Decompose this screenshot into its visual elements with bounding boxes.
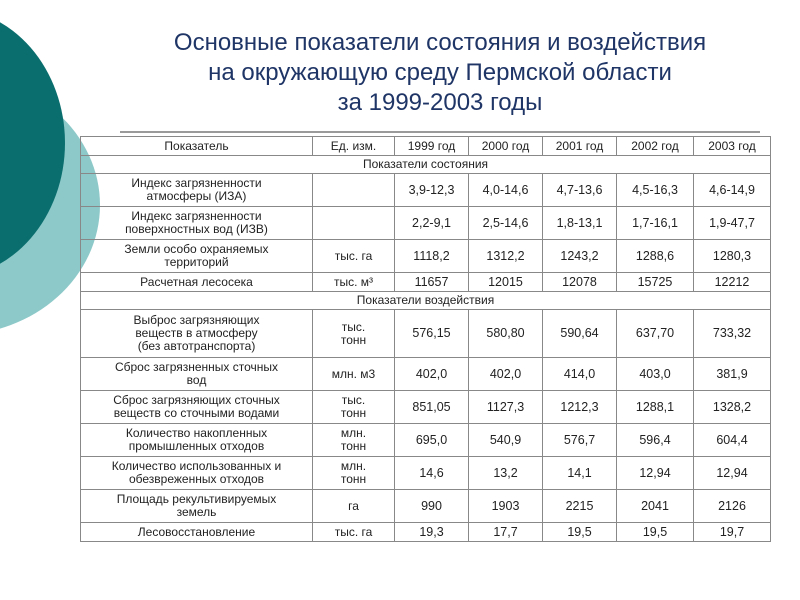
value-cell: 19,5 <box>617 523 694 542</box>
table-row <box>81 310 771 358</box>
value-cell: 576,7 <box>543 424 617 457</box>
unit-line: тыс. м³ <box>333 274 374 289</box>
value-cell: 403,0 <box>617 358 694 391</box>
slide-title <box>120 28 760 118</box>
value-cell: 19,7 <box>694 523 771 542</box>
unit-cell <box>313 391 395 424</box>
indicator-name <box>81 174 313 207</box>
table-row <box>81 424 771 457</box>
unit-cell <box>313 174 395 207</box>
unit-line: тыс. га <box>334 248 373 263</box>
table-row <box>81 358 771 391</box>
indicator-name-line: Количество использованных и <box>111 459 282 473</box>
indicator-name-line: Выброс загрязняющих <box>133 313 260 327</box>
value-cell: 1288,6 <box>617 240 694 273</box>
unit-line: тонн <box>340 472 367 486</box>
unit-line: млн. <box>340 459 367 473</box>
section-label: Показатели состояния <box>81 156 771 174</box>
value-cell: 11657 <box>395 273 469 292</box>
value-cell: 540,9 <box>469 424 543 457</box>
indicator-name-line: Сброс загрязняющих сточных <box>113 393 280 407</box>
indicator-name-line: веществ в атмосферу <box>135 326 258 340</box>
unit-cell <box>313 310 395 358</box>
indicator-name-line: Расчетная лесосека <box>140 274 253 289</box>
indicator-name <box>81 273 313 292</box>
value-cell: 637,70 <box>617 310 694 358</box>
value-cell: 4,6-14,9 <box>694 174 771 207</box>
value-cell: 1288,1 <box>617 391 694 424</box>
value-cell: 596,4 <box>617 424 694 457</box>
indicator-name-line: атмосферы (ИЗА) <box>146 189 247 203</box>
table-row <box>81 457 771 490</box>
header-unit: Ед. изм. <box>313 137 395 156</box>
table-row <box>81 273 771 292</box>
unit-line: тонн <box>340 439 367 453</box>
value-cell: 381,9 <box>694 358 771 391</box>
title-divider <box>120 131 760 133</box>
value-cell: 1,8-13,1 <box>543 207 617 240</box>
unit-cell <box>313 207 395 240</box>
indicator-name-line: промышленных отходов <box>128 439 265 453</box>
value-cell: 2,2-9,1 <box>395 207 469 240</box>
value-cell: 402,0 <box>395 358 469 391</box>
indicator-name-line: вод <box>186 373 207 387</box>
value-cell: 19,3 <box>395 523 469 542</box>
value-cell: 1,7-16,1 <box>617 207 694 240</box>
value-cell: 1212,3 <box>543 391 617 424</box>
indicator-name <box>81 424 313 457</box>
unit-line: млн. м3 <box>331 366 376 381</box>
value-cell: 590,64 <box>543 310 617 358</box>
value-cell: 19,5 <box>543 523 617 542</box>
value-cell: 402,0 <box>469 358 543 391</box>
section-label: Показатели воздействия <box>81 292 771 310</box>
value-cell: 14,6 <box>395 457 469 490</box>
indicator-name-line: Сброс загрязненных сточных <box>114 360 279 374</box>
unit-line: млн. <box>340 426 367 440</box>
value-cell: 733,32 <box>694 310 771 358</box>
value-cell: 4,7-13,6 <box>543 174 617 207</box>
table-row <box>81 523 771 542</box>
indicator-name-line: Количество накопленных <box>125 426 268 440</box>
table-row <box>81 174 771 207</box>
value-cell: 1280,3 <box>694 240 771 273</box>
value-cell: 695,0 <box>395 424 469 457</box>
indicator-name <box>81 457 313 490</box>
indicator-name-line: Площадь рекультивируемых <box>116 492 277 506</box>
value-cell: 12,94 <box>694 457 771 490</box>
header-year-2002: 2002 год <box>617 137 694 156</box>
table-row <box>81 490 771 523</box>
table-header-row <box>81 137 771 156</box>
indicator-name <box>81 240 313 273</box>
indicator-name <box>81 490 313 523</box>
value-cell: 414,0 <box>543 358 617 391</box>
value-cell: 604,4 <box>694 424 771 457</box>
header-year-2003: 2003 год <box>694 137 771 156</box>
unit-cell <box>313 490 395 523</box>
unit-cell <box>313 240 395 273</box>
header-year-2001: 2001 год <box>543 137 617 156</box>
indicator-name <box>81 523 313 542</box>
unit-line: га <box>348 498 359 513</box>
indicator-name-line: Лесовосстановление <box>137 524 256 539</box>
value-cell: 4,5-16,3 <box>617 174 694 207</box>
indicator-name-line: поверхностных вод (ИЗВ) <box>125 222 268 236</box>
unit-line: тыс. <box>341 319 366 334</box>
value-cell: 1118,2 <box>395 240 469 273</box>
unit-cell <box>313 424 395 457</box>
value-cell: 12212 <box>694 273 771 292</box>
title-line-2: на окружающую среду Пермской области <box>208 59 672 86</box>
value-cell: 990 <box>395 490 469 523</box>
indicator-name-line: обезвреженных отходов <box>128 472 265 486</box>
value-cell: 12078 <box>543 273 617 292</box>
value-cell: 15725 <box>617 273 694 292</box>
value-cell: 14,1 <box>543 457 617 490</box>
table-row <box>81 207 771 240</box>
value-cell: 2215 <box>543 490 617 523</box>
unit-line: тонн <box>340 332 367 347</box>
indicator-name <box>81 310 313 358</box>
indicator-name <box>81 391 313 424</box>
unit-line: тыс. <box>341 393 366 407</box>
value-cell: 1328,2 <box>694 391 771 424</box>
indicator-name <box>81 358 313 391</box>
value-cell: 576,15 <box>395 310 469 358</box>
table-row <box>81 240 771 273</box>
value-cell: 1903 <box>469 490 543 523</box>
section-row <box>81 156 771 174</box>
value-cell: 2126 <box>694 490 771 523</box>
value-cell: 580,80 <box>469 310 543 358</box>
indicators-table <box>80 136 771 542</box>
value-cell: 4,0-14,6 <box>469 174 543 207</box>
indicator-name-line: территорий <box>164 255 229 269</box>
header-year-2000: 2000 год <box>469 137 543 156</box>
unit-cell <box>313 523 395 542</box>
value-cell: 3,9-12,3 <box>395 174 469 207</box>
unit-line: тонн <box>340 406 367 420</box>
indicator-name-line: Земли особо охраняемых <box>124 242 269 256</box>
value-cell: 13,2 <box>469 457 543 490</box>
indicator-name-line: Индекс загрязненности <box>131 176 262 190</box>
header-indicator: Показатель <box>81 137 313 156</box>
value-cell: 1127,3 <box>469 391 543 424</box>
value-cell: 851,05 <box>395 391 469 424</box>
table-row <box>81 391 771 424</box>
indicator-name-line: (без автотранспорта) <box>137 339 256 353</box>
unit-cell <box>313 358 395 391</box>
value-cell: 12,94 <box>617 457 694 490</box>
indicator-name-line: земель <box>176 505 217 519</box>
indicator-name <box>81 207 313 240</box>
value-cell: 2041 <box>617 490 694 523</box>
value-cell: 1,9-47,7 <box>694 207 771 240</box>
indicator-name-line: веществ со сточными водами <box>113 406 280 420</box>
header-year-1999: 1999 год <box>395 137 469 156</box>
unit-cell <box>313 457 395 490</box>
title-line-3: за 1999-2003 годы <box>337 89 543 116</box>
title-line-1: Основные показатели состояния и воздействия <box>173 29 707 56</box>
unit-cell <box>313 273 395 292</box>
value-cell: 12015 <box>469 273 543 292</box>
indicator-name-line: Индекс загрязненности <box>131 209 262 223</box>
value-cell: 2,5-14,6 <box>469 207 543 240</box>
value-cell: 1243,2 <box>543 240 617 273</box>
value-cell: 17,7 <box>469 523 543 542</box>
section-row <box>81 292 771 310</box>
value-cell: 1312,2 <box>469 240 543 273</box>
unit-line: тыс. га <box>334 524 373 539</box>
